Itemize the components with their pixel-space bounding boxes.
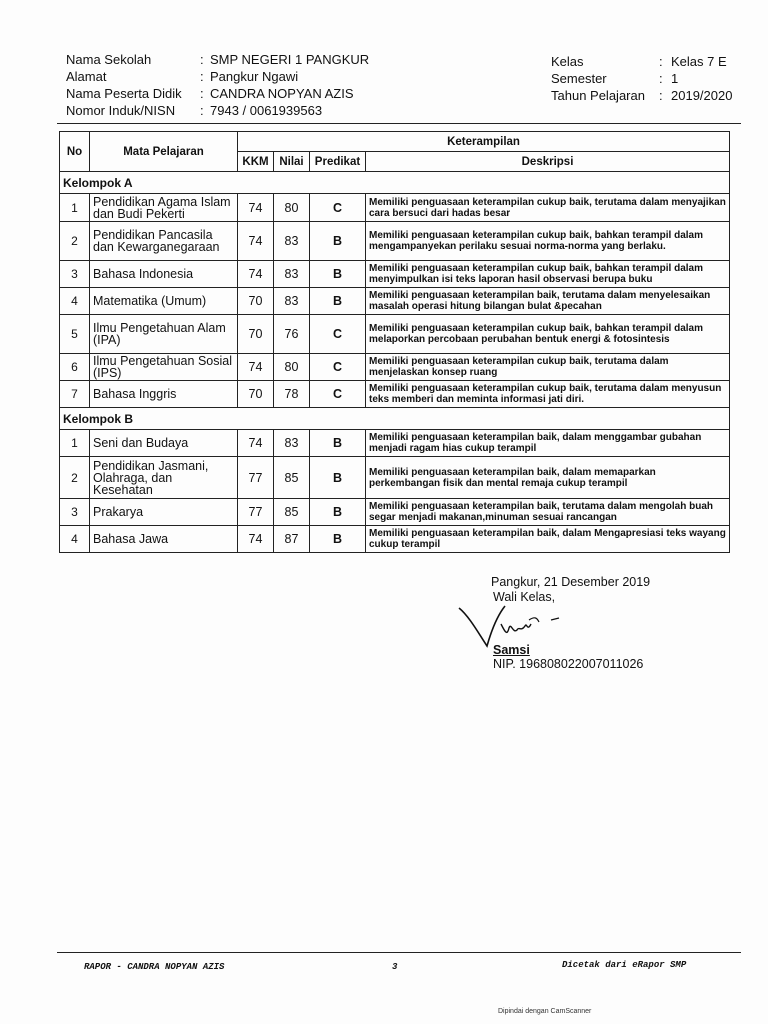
row-subject: Bahasa Inggris bbox=[90, 381, 238, 408]
row-kkm: 70 bbox=[238, 381, 274, 408]
table-row bbox=[60, 288, 730, 315]
info-value: 1 bbox=[671, 71, 679, 86]
table-row bbox=[60, 381, 730, 408]
info-label: Kelas bbox=[551, 54, 584, 69]
row-no: 5 bbox=[60, 315, 90, 354]
skills-table bbox=[59, 131, 730, 553]
row-nilai: 76 bbox=[274, 315, 310, 354]
footer-divider bbox=[57, 952, 741, 953]
group-label: Kelompok B bbox=[60, 408, 730, 430]
row-nilai: 80 bbox=[274, 194, 310, 222]
row-kkm: 70 bbox=[238, 288, 274, 315]
row-desc: Memiliki penguasaan keterampilan baik, terutama dalam menyelesaikan masalah operasi hitung bilangan bulat &pecahan bbox=[366, 288, 730, 315]
row-predikat: C bbox=[310, 315, 366, 354]
info-value: Kelas 7 E bbox=[671, 54, 727, 69]
table-row bbox=[60, 499, 730, 526]
info-label: Nama Peserta Didik bbox=[66, 86, 182, 101]
row-desc: Memiliki penguasaan keterampilan cukup baik, bahkan terampil dalam menyimpulkan isi teks laporan hasil observasi berupa buku bbox=[366, 261, 730, 288]
group-label: Kelompok A bbox=[60, 172, 730, 194]
info-label: Alamat bbox=[66, 69, 107, 84]
signature-date: Pangkur, 21 Desember 2019 bbox=[491, 575, 651, 589]
table-row bbox=[60, 354, 730, 381]
row-subject: Matematika (Umum) bbox=[90, 288, 238, 315]
table-row bbox=[60, 457, 730, 499]
row-no: 7 bbox=[60, 381, 90, 408]
row-predikat: B bbox=[310, 526, 366, 553]
row-kkm: 77 bbox=[238, 499, 274, 526]
row-no: 4 bbox=[60, 288, 90, 315]
row-predikat: B bbox=[310, 288, 366, 315]
teacher-name: Samsi bbox=[493, 643, 530, 657]
row-nilai: 78 bbox=[274, 381, 310, 408]
table-row bbox=[60, 261, 730, 288]
row-nilai: 83 bbox=[274, 288, 310, 315]
row-desc: Memiliki penguasaan keterampilan cukup baik, bahkan terampil dalam melaporkan percobaan perubahan bentuk energi & fotosintesis bbox=[366, 315, 730, 354]
row-predikat: B bbox=[310, 499, 366, 526]
table-row bbox=[60, 315, 730, 354]
table-row bbox=[60, 194, 730, 222]
col-header-predikat: Predikat bbox=[310, 152, 366, 172]
row-kkm: 74 bbox=[238, 430, 274, 457]
info-value: CANDRA NOPYAN AZIS bbox=[210, 86, 354, 101]
group-b-rows bbox=[60, 430, 730, 553]
row-subject: Prakarya bbox=[90, 499, 238, 526]
row-desc: Memiliki penguasaan keterampilan baik, dalam Mengapresiasi teks wayang cukup terampil bbox=[366, 526, 730, 553]
footer-left: RAPOR - CANDRA NOPYAN AZIS bbox=[84, 962, 225, 972]
info-value: SMP NEGERI 1 PANGKUR bbox=[210, 52, 370, 67]
row-subject: Pendidikan Agama Islam dan Budi Pekerti bbox=[90, 194, 238, 222]
row-predikat: C bbox=[310, 194, 366, 222]
row-desc: Memiliki penguasaan keterampilan baik, dalam memaparkan perkembangan fisik dan mental remaja cukup terampil bbox=[366, 457, 730, 499]
row-desc: Memiliki penguasaan keterampilan cukup baik, terutama dalam menjelaskan konsep ruang bbox=[366, 354, 730, 381]
row-kkm: 74 bbox=[238, 222, 274, 261]
row-predikat: B bbox=[310, 261, 366, 288]
row-predikat: C bbox=[310, 354, 366, 381]
row-no: 3 bbox=[60, 261, 90, 288]
col-header-nilai: Nilai bbox=[274, 152, 310, 172]
row-no: 3 bbox=[60, 499, 90, 526]
col-header-subject: Mata Pelajaran bbox=[90, 132, 238, 172]
row-desc: Memiliki penguasaan keterampilan baik, dalam menggambar gubahan menjadi ragam hias cukup terampil bbox=[366, 430, 730, 457]
row-kkm: 74 bbox=[238, 354, 274, 381]
scanner-watermark: Dipindai dengan CamScanner bbox=[498, 1008, 592, 1015]
col-header-no: No bbox=[60, 132, 90, 172]
header-divider bbox=[57, 123, 741, 124]
row-kkm: 74 bbox=[238, 261, 274, 288]
row-kkm: 74 bbox=[238, 526, 274, 553]
footer-page-number: 3 bbox=[392, 962, 398, 972]
row-kkm: 74 bbox=[238, 194, 274, 222]
row-subject: Bahasa Indonesia bbox=[90, 261, 238, 288]
footer-right: Dicetak dari eRapor SMP bbox=[562, 960, 687, 970]
row-no: 1 bbox=[60, 194, 90, 222]
info-label: Nama Sekolah bbox=[66, 52, 152, 67]
teacher-nip: NIP. 196808022007011026 bbox=[493, 657, 644, 671]
row-no: 2 bbox=[60, 222, 90, 261]
row-no: 1 bbox=[60, 430, 90, 457]
info-label: Semester bbox=[551, 71, 607, 86]
row-no: 4 bbox=[60, 526, 90, 553]
table-row bbox=[60, 526, 730, 553]
col-header-keterampilan: Keterampilan bbox=[238, 132, 730, 152]
table-row bbox=[60, 430, 730, 457]
info-label: Tahun Pelajaran bbox=[551, 88, 645, 103]
row-kkm: 77 bbox=[238, 457, 274, 499]
row-nilai: 80 bbox=[274, 354, 310, 381]
row-nilai: 83 bbox=[274, 222, 310, 261]
row-subject: Seni dan Budaya bbox=[90, 430, 238, 457]
col-header-deskripsi: Deskripsi bbox=[366, 152, 730, 172]
row-nilai: 83 bbox=[274, 430, 310, 457]
info-value: Pangkur Ngawi bbox=[210, 69, 299, 84]
row-desc: Memiliki penguasaan keterampilan cukup baik, bahkan terampil dalam mengampanyekan perilaku sesuai norma-norma yang berlaku. bbox=[366, 222, 730, 261]
info-value: 2019/2020 bbox=[671, 88, 733, 103]
row-subject: Ilmu Pengetahuan Alam (IPA) bbox=[90, 315, 238, 354]
row-subject: Bahasa Jawa bbox=[90, 526, 238, 553]
info-label: Nomor Induk/NISN bbox=[66, 103, 176, 118]
signature-role: Wali Kelas, bbox=[493, 590, 556, 604]
row-nilai: 83 bbox=[274, 261, 310, 288]
row-subject: Pendidikan Jasmani, Olahraga, dan Kesehatan bbox=[90, 457, 238, 499]
row-kkm: 70 bbox=[238, 315, 274, 354]
row-predikat: C bbox=[310, 381, 366, 408]
group-a-rows bbox=[60, 194, 730, 408]
row-desc: Memiliki penguasaan keterampilan cukup baik, terutama dalam menyusun teks memberi dan meminta informasi jati diri. bbox=[366, 381, 730, 408]
info-value: 7943 / 0061939563 bbox=[210, 103, 323, 118]
row-nilai: 85 bbox=[274, 457, 310, 499]
row-predikat: B bbox=[310, 430, 366, 457]
row-subject: Pendidikan Pancasila dan Kewarganegaraan bbox=[90, 222, 238, 261]
row-predikat: B bbox=[310, 222, 366, 261]
row-desc: Memiliki penguasaan keterampilan cukup baik, terutama dalam menyajikan cara bersuci dari hadas besar bbox=[366, 194, 730, 222]
row-no: 2 bbox=[60, 457, 90, 499]
row-nilai: 87 bbox=[274, 526, 310, 553]
col-header-kkm: KKM bbox=[238, 152, 274, 172]
row-nilai: 85 bbox=[274, 499, 310, 526]
row-subject: Ilmu Pengetahuan Sosial (IPS) bbox=[90, 354, 238, 381]
row-desc: Memiliki penguasaan keterampilan baik, terutama dalam mengolah buah segar menjadi makanan,minuman sesuai rancangan bbox=[366, 499, 730, 526]
row-predikat: B bbox=[310, 457, 366, 499]
row-no: 6 bbox=[60, 354, 90, 381]
table-row bbox=[60, 222, 730, 261]
